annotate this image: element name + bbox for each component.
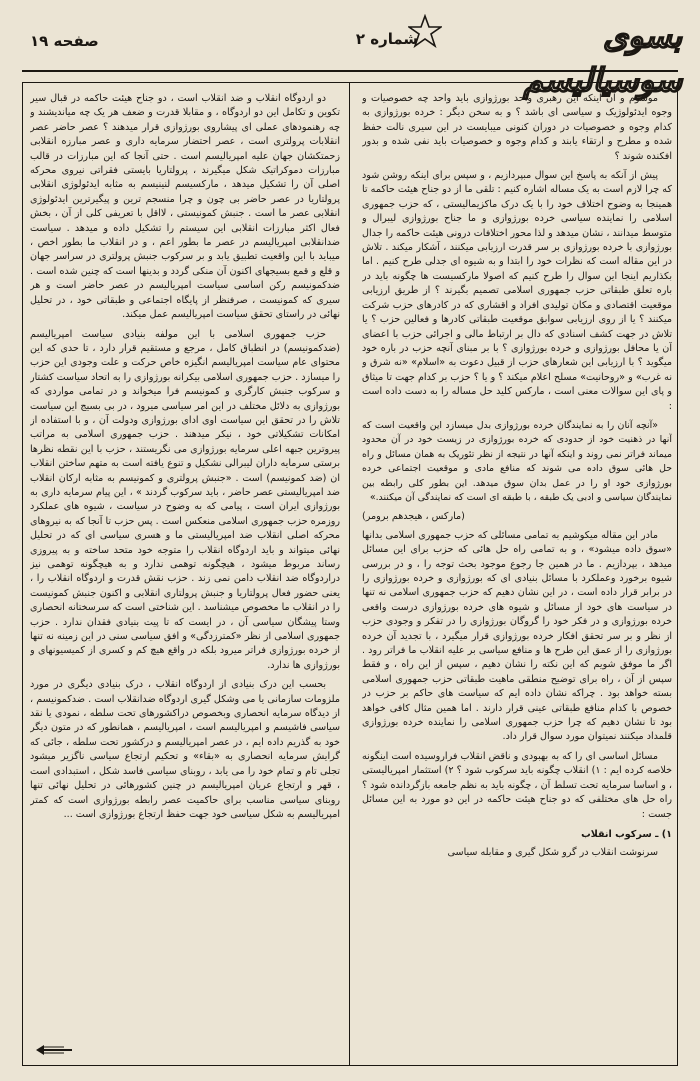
left-paragraph: بحسب این درک بنیادی از اردوگاه انقلاب ، درک بنیادی دیگری در مورد ملزومات سازمانی یا می وشکل گیری اردوگاه ضدانقلاب است . ضدکمونیسم ، از دیدگاه سرمایه انحصاری وبخصوص دراکشورهای تحت سلطه ، نمودی یا نقد سیاسی فاشیسم و امپریالیسم است ، امپریالیسم ، همانطور که در متون دیگر خود به گذریم داده ایم ، در عصر امپریالیسم و درکشور تحت سلطه ، جائی که گرایش سرمایه انحصاری به «بقاء» و تحکیم ارتجاع سیاسی ناگزیر میشود تجلی تام و تمام خود را می یابد ، روبنای سیاسی فاسد شکل ، استبدادی است ، قهر و ارتجاع عریان امپریالیسم در چنین کشورهائی در تحلیل نهائی تنها روبنای سیاسی مناسب برای حاکمیت عصر رابطه بورژوازی است که کمتر امپریالیسم به شکل سیاسی خود جهت حفظ ارتجاع بورژوازی است ... <box>30 679 340 820</box>
right-quotation: «آنچه آنان را به نمایندگان خرده بورژوازی بدل میسازد این واقعیت است که آنها در ذهنیت خود از حدودی که خرده بورژوازی در زیست خود در آن محدود میماند فراتر نمی روند و اینکه آنها در نتیجه از نظر تئوریک به همان مسائل و راه حل هائی سوق داده می شوند که منافع مادی و موقعیت اجتماعی خرده بورژوازی خود او را در عمل بدان سوق میدهد. این بطور کلی رابطه بین نمایندگان سیاسی و ادبی یک طبقه ، با طبقه ای است که نمایندگی آن میکنند.» <box>362 419 672 503</box>
column-divider <box>349 82 350 1066</box>
page-number: صفحه ۱۹ <box>30 32 99 50</box>
masthead <box>0 0 700 99</box>
right-paragraph: پیش از آنکه به پاسخ این سوال مبپردازیم ، و سپس برای اینکه روشن شود که چرا لازم است به یک مساله اشاره کنیم : تلقی ما از دو جناح هیئت حاکمه تا همینجا به وضوح اختلاف خود را با یک درک ماکزیمالیستی ، که حزب جمهوری اسلامی را نماینده سیاسی خرده بورژوازی و ما جناح بورژوازی لیبرال و متوسط میدانند ، نشان میدهد و لذا محور اختلافات درونی هیئت حاکمه را جدال بورژوازی با خرده بورژوازی بر سر قدرت ارزیابی میکنند ، آشکار میکند . تلاش در این مقاله است که نظرات خود را ابتدا و به شیوه ای جدلی طرح کنیم . اما بکذاریم اینجا این سوال را طرح کنیم که اصولا مارکسیست ها چگونه باید در باره تعلق طبقاتی حزب جمهوری اسلامی تصمیم بگیرند ؟ از طریق ارزیابی موقعیت اقتصادی و مکان تولیدی افراد و اقشاری که در کادرهای حزب شرکت میکنند ؟ یا از روی ارزیابی سوابق موقعیت طبقاتی کادرها و فعالین حزب ؟ یا تلاش در جهت کشف اسنادی که دال بر ارتباط مالی و اجرائی حزب با اعضای آن یا محافل بورژوازی و خرده بورژوازی ؟ با بر مبنای آنچه حزب در باره خود میگوید ؟ با ارزیابی این شعارهای حزب از قبیل دعوت به «اسلام» «نه شرق و نه غرب» و «روحانیت» مسلح اعلام میکند ؟ و یا ؟ حزب بر کدام جهت تا میثاق و پای این سوالات معنی است ، مارکس کلید حل مساله را به دست داده است : <box>362 170 672 412</box>
right-column <box>362 92 672 1057</box>
right-subheading: ۱) ـ سرکوب انقلاب <box>581 828 672 840</box>
left-column <box>30 92 340 1057</box>
right-paragraph: مادر این مقاله میکوشیم به تمامی مسائلی که حزب جمهوری اسلامی بدانها «سوق داده میشود» ، و به تمامی راه حل هائی که حزب برای این مسائل میدهد ، بپردازیم . ما در همین جا رجوع موجود بحث توجه را ، و در بررسی شیوه برخورد وعملکرد با مسائل بنیادی ای که بورژوازی و خرده بورژوازی را در برابر قرار داده است ، در این نشان دهیم که حزب جمهوری اسلامی نه تنها در سیاست های خود از مسائل و شیوه های خرده بورژوازی درست واقعی خرده بورژوازی و در فکر خود را گروگان بورژوازی را در تفکر و وجودی حزب از نظر و بر سر تحقق افکار خرده بورژوازی قرار میگیرد ، با تجدید آن خرده بورژوازی را از عمق این طرح ها و منافع سیاسی بر علیه انقلاب ما فراتر رود . اگر ما موفق شویم که این نکته را نشان دهیم ، سپس از این راه ، و فقط سپس از آن ، راه برای توضیح منطقی ماهیت طبقاتی حزب جمهوری اسلامی بسته خواهد بود . چراکه نشان داده ایم که سیاست های حاکم بر حزب در خصوص با کدام منافع طبقاتی عینی قرار دارند . اما همین مثال کافی خواهد بود تا نشان دهیم که چرا حزب جمهوری اسلامی را نماینده خرده بورژوازی قلمداد میکنند نمیتوان مورد سوال قرار داد. <box>362 529 672 743</box>
newspaper-logo: بسوی سوسیالیسم <box>523 17 682 99</box>
continue-arrow-icon <box>34 1044 74 1056</box>
masthead-rule <box>22 70 678 72</box>
right-paragraph: موسوم و آن اینکه این رهبری واحد بورژوازی باید واحد چه خصوصیات و وجوه ایدئولوژیک و سیاسی ای باشد ؟ و به سخن دیگر : خرده بورژوازی به کدام وجوه و خصوصیات در دوران کنونی میبایست در این سیری نالت حفظ شده و مطرح و ارتقاء یابند و کدام وجوه و خصوصیات باید نفی شده و بدور افکنده شوند ؟ <box>362 93 672 162</box>
left-paragraph: دو اردوگاه انقلاب و ضد انقلاب است ، دو جناح هیئت حاکمه در قبال سیر تکوین و تکامل این دو اردوگاه ، و مقابلا قدرت و ضعف هر یک چه میاندیشند و چه رهنمودهای عملی ای پیشاروی بورژوازی قرار میدهند ؟ عصر حاضر عصر انقلابات پرولتری است ، عصر احتضار سرمایه داری و عصر مبارزه انقلابی زحمتکشان جهان علیه امپریالیسم است . حتی آنجا که این مبارزات در قالب مبارزات دموکراتیک شکل میگیرند ، پرولتاریا بایستی فقراتی نیروی محرکه اصلی آن را تشکیل میدهد ، مارکسیسم لنینیسم به مثابه ایدئولوژی انقلابی پرولتاریا در عصر حاضر بی چون و چرا منسجم ترین و پیگیرترین ایدئولوژی انقلابی عصر ما است . جنبش کمونیستی ، لااقل با تعریفی کلی از آن ، بخش فعال اکثر مبارزات انقلابی این سیستم را تشکیل داده و میدهد . سیاست ضدانقلابی امپریالیسم در عصر ما بطور اعم ، و در انقلاب ما بطور اخص ، میباید با این واقعیت تطبیق یابد و بر سرکوب جنبش پرولتری در سراسر جهان و قلع و قمع بسیجهای اکنون آن منکی گردد و بدینها است که چنین شده است . ضدکمونیسم رکن اساسی سیاست امپریالیسم در عصر حاضر است و هر سیری که کمونیست ، صرفنظر از پایگاه اجتماعی و طبقاتی خود ، در تحلیل نهائی در راستای تحقق سیاست امپریالیسم عمل میکند. <box>30 93 340 321</box>
issue-number: شماره ۲ <box>355 30 419 48</box>
right-citation: (مارکس ، هیجدهم برومر) <box>362 511 465 523</box>
right-paragraph: مسائل اساسی ای را که به بهبودی و ناقض انقلاب فراروسیده است اینگونه خلاصه کرده ایم : ۱) انقلاب چگونه باید سرکوب شود ؟ ۲) استثمار امپریالیستی ، و اساسا سرمایه تحت تسلط آن ، چگونه باید به نظم جامعه بازگردانده شود ؟ راه حل های مختلفی که دو جناح هیئت حاکمه در این دو مورد به این مسائل جست : <box>362 750 672 820</box>
left-paragraph: حزب جمهوری اسلامی با این مولفه بنیادی سیاست امپریالیسم (ضدکمونیسم) در انطباق کامل ، مرجع و مستقیم قرار دارد ، تا حدی که این محتوای عام سیاست امپریالیسم انگیزه خاص حرکت و علت وجودی این حزب را میسازد . حزب جمهوری اسلامی بیکرانه بورژوازی را به اتحاد سیاست کشتار و سرکوب جنبش کارگری و کمونیسم فرا میخواند و در تمامی مواردی که بورژوازی به دلائل مختلف در این امر سیاسی میرود ، در بی بسیج این سیاست تلاش را در تحقق این سیاست اوی ادای بورژوازی ودولت آن ، و با استفاده از امکانات تشکیلاتی خود ، نیکر میدهند . حزب جمهوری اسلامی به مراتب پیروترین جبهه اعلی سرمایه بورژوازی می نگریستند ، حزب با این نقطه نظرها برستی سرمایه داران لیبرالی نشکیل و تنوع یافته است به متهم ساختن انقلاب ان (ضد کمونیسم) است . «جنبش پرولتری و کمونیسم به مثابه ارکان انقلاب ضد امپریالیستی عصر حاضر ، باید سرکوب گردند » ، این پیام سرمایه داری به بورژوازی ایران است ، پیامی که به وضوح در سیاست ، شیوه های عملکرد روزمره حزب جمهوری اسلامی منعکس است . پس حزب تا آنجا که به نیروهای محرکه اصلی انقلاب ضد امپریالیستی ما و هسری سیاسی ای که در تحلیل نهائی میتواند و باید اردوگاه انقلاب را متوجه خود متحد ساخته و به پیروزی رساند مربوط میشود ، هیچگونه توهمی ندارد و به هیچگونه توهمی نیز دراردوگاه ضد انقلاب دامن نمی زند . حزب نقش قدرت و اردوگاه انقلاب را ، یعنی حضور فعال پرولتاریا و جنبش پرولتاری انقلابی و اکنون جنبش کمونیست را در انقلاب ما مخصوص میشناسد . این شناختی است که سرسختانه انحصاری وستا پیشگان سیاسی آن ، در ایست که تا پیت بنیادی فقدان ندارد . حزب جمهوری اسلامی از نظر «کمترزدگی» و افق سیاسی سنی در این زمینه نه تنها از خرده بورژوازی فراتر میرود بلکه در واقع هیچ کم و کسری از کمیسیونهای و بورژوازی ها ندارد. <box>30 328 340 671</box>
right-paragraph: سرنوشت انقلاب در گرو شکل گیری و مقابله سیاسی <box>447 847 658 859</box>
